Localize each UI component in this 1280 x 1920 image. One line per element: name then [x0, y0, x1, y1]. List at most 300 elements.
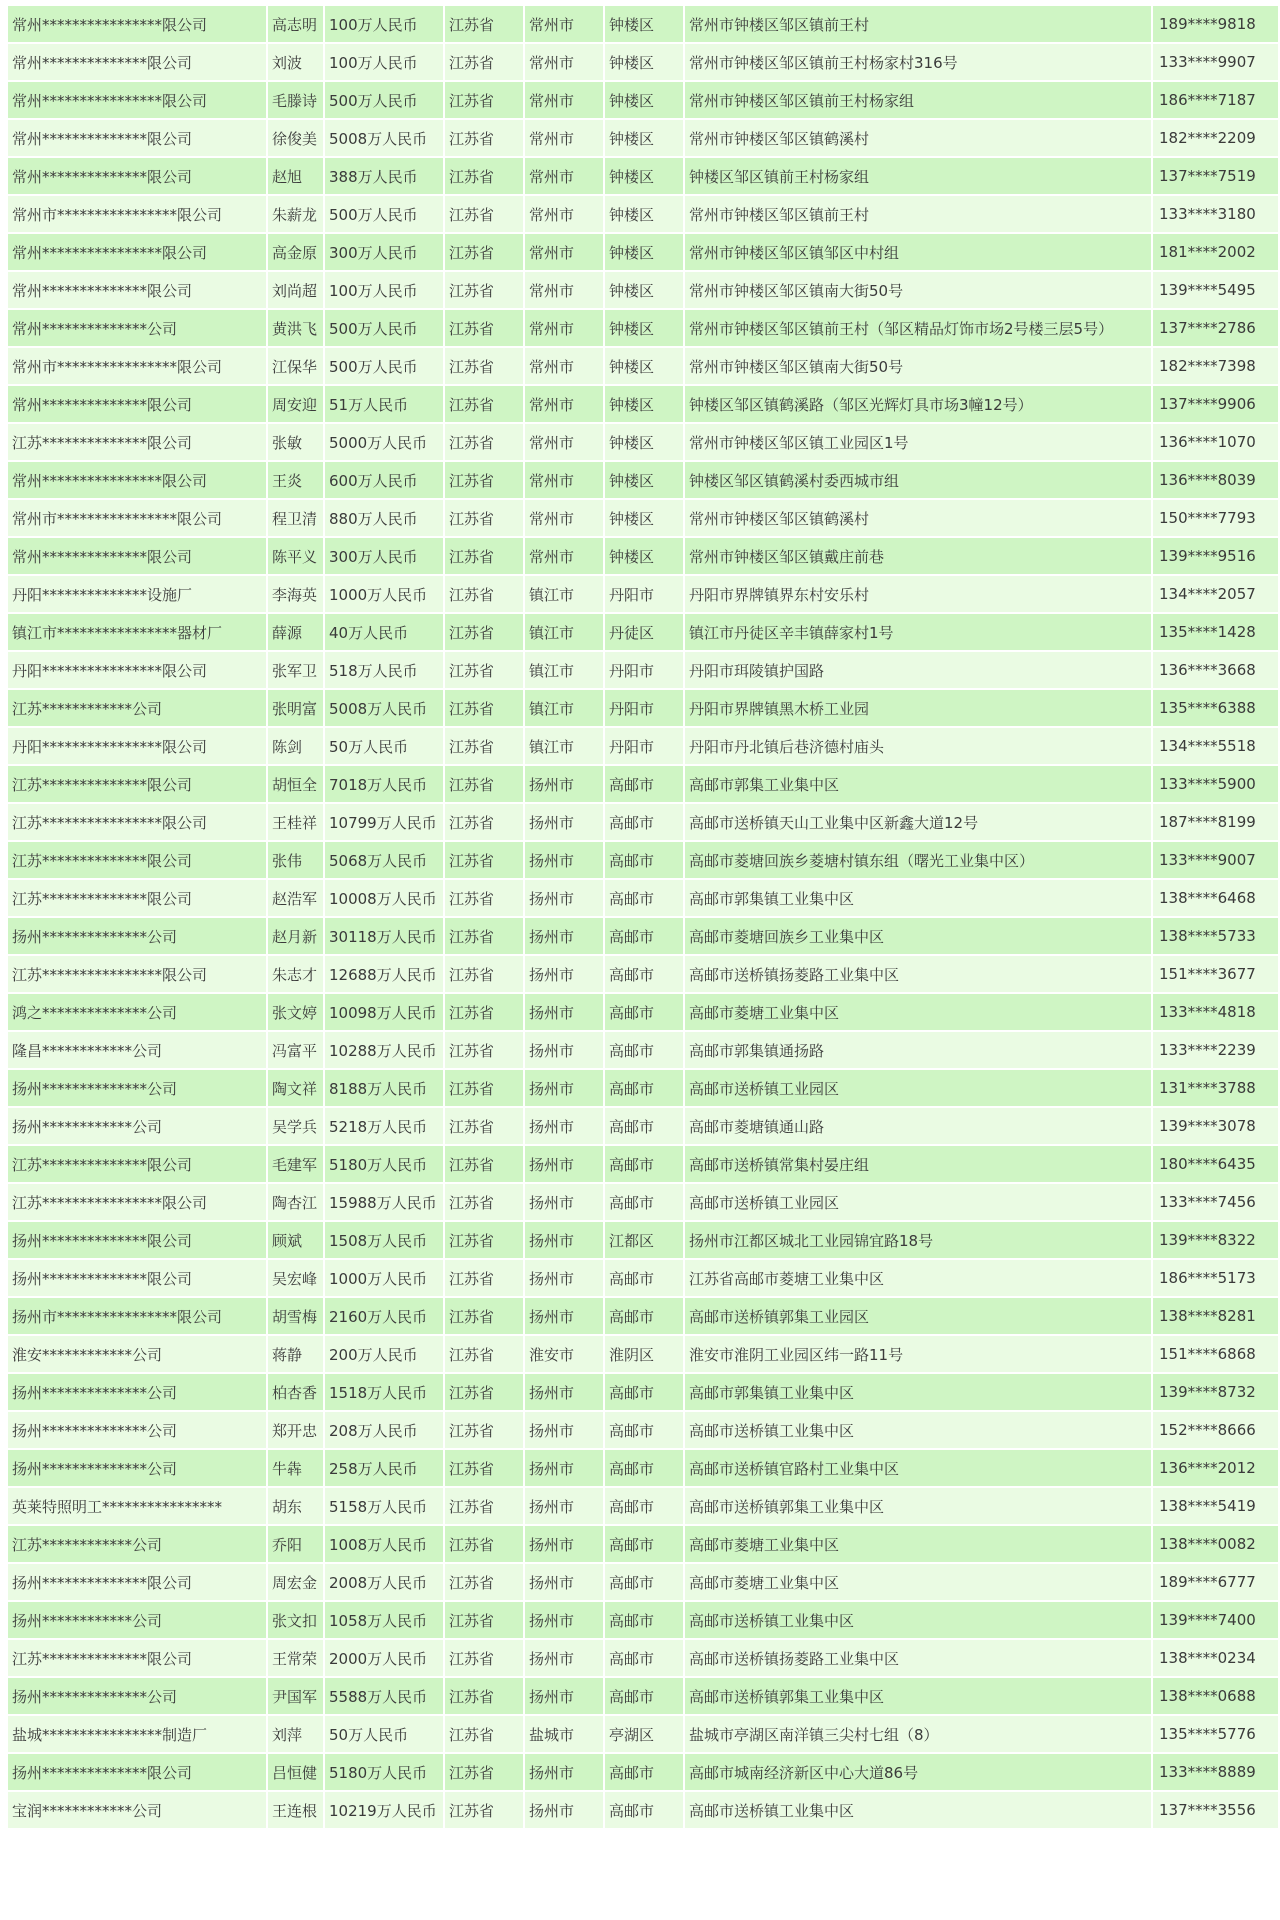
company-name-cell: 扬州**************公司: [8, 1450, 266, 1486]
city-cell: 扬州市: [525, 1070, 603, 1106]
address-cell: 高邮市菱塘工业集中区: [685, 1526, 1151, 1562]
province-cell: 江苏省: [445, 462, 523, 498]
registered-capital-cell: 5008万人民币: [325, 690, 443, 726]
legal-rep-cell: 王常荣: [268, 1640, 323, 1676]
registered-capital-cell: 2160万人民币: [325, 1298, 443, 1334]
registered-capital-cell: 15988万人民币: [325, 1184, 443, 1220]
registered-capital-cell: 500万人民币: [325, 196, 443, 232]
registered-capital-cell: 5008万人民币: [325, 120, 443, 156]
address-cell: 淮安市淮阴工业园区纬一路11号: [685, 1336, 1151, 1372]
district-cell: 钟楼区: [605, 44, 683, 80]
city-cell: 常州市: [525, 538, 603, 574]
province-cell: 江苏省: [445, 272, 523, 308]
address-cell: 扬州市江都区城北工业园锦宜路18号: [685, 1222, 1151, 1258]
city-cell: 常州市: [525, 196, 603, 232]
company-name-cell: 江苏****************限公司: [8, 804, 266, 840]
registered-capital-cell: 880万人民币: [325, 500, 443, 536]
province-cell: 江苏省: [445, 690, 523, 726]
city-cell: 扬州市: [525, 1640, 603, 1676]
city-cell: 扬州市: [525, 804, 603, 840]
province-cell: 江苏省: [445, 196, 523, 232]
registered-capital-cell: 2000万人民币: [325, 1640, 443, 1676]
address-cell: 常州市钟楼区邹区镇鹤溪村: [685, 120, 1151, 156]
address-cell: 常州市钟楼区邹区镇工业园区1号: [685, 424, 1151, 460]
phone-cell: 186****7187: [1153, 82, 1278, 118]
province-cell: 江苏省: [445, 158, 523, 194]
phone-cell: 187****8199: [1153, 804, 1278, 840]
company-name-cell: 扬州**************限公司: [8, 1564, 266, 1600]
phone-cell: 133****5900: [1153, 766, 1278, 802]
table-row: [8, 44, 1278, 80]
legal-rep-cell: 江保华: [268, 348, 323, 384]
registered-capital-cell: 200万人民币: [325, 1336, 443, 1372]
company-name-cell: 江苏**************限公司: [8, 842, 266, 878]
phone-cell: 131****3788: [1153, 1070, 1278, 1106]
legal-rep-cell: 陶文祥: [268, 1070, 323, 1106]
legal-rep-cell: 张伟: [268, 842, 323, 878]
district-cell: 高邮市: [605, 1678, 683, 1714]
city-cell: 扬州市: [525, 842, 603, 878]
registered-capital-cell: 10219万人民币: [325, 1792, 443, 1828]
legal-rep-cell: 赵旭: [268, 158, 323, 194]
phone-cell: 134****2057: [1153, 576, 1278, 612]
address-cell: 高邮市送桥镇官路村工业集中区: [685, 1450, 1151, 1486]
province-cell: 江苏省: [445, 1260, 523, 1296]
district-cell: 丹徒区: [605, 614, 683, 650]
phone-cell: 133****7456: [1153, 1184, 1278, 1220]
province-cell: 江苏省: [445, 880, 523, 916]
company-name-cell: 扬州**************限公司: [8, 1260, 266, 1296]
legal-rep-cell: 吴宏峰: [268, 1260, 323, 1296]
legal-rep-cell: 柏杏香: [268, 1374, 323, 1410]
company-name-cell: 扬州**************限公司: [8, 1222, 266, 1258]
address-cell: 丹阳市丹北镇后巷济德村庙头: [685, 728, 1151, 764]
district-cell: 丹阳市: [605, 690, 683, 726]
phone-cell: 189****9818: [1153, 6, 1278, 42]
legal-rep-cell: 刘波: [268, 44, 323, 80]
address-cell: 高邮市郭集镇工业集中区: [685, 1374, 1151, 1410]
address-cell: 高邮市送桥镇郭集工业集中区: [685, 1678, 1151, 1714]
legal-rep-cell: 高志明: [268, 6, 323, 42]
city-cell: 常州市: [525, 310, 603, 346]
address-cell: 丹阳市界牌镇界东村安乐村: [685, 576, 1151, 612]
province-cell: 江苏省: [445, 6, 523, 42]
district-cell: 高邮市: [605, 1260, 683, 1296]
legal-rep-cell: 吴学兵: [268, 1108, 323, 1144]
district-cell: 高邮市: [605, 1792, 683, 1828]
legal-rep-cell: 李海英: [268, 576, 323, 612]
province-cell: 江苏省: [445, 1450, 523, 1486]
table-row: [8, 690, 1278, 726]
company-name-cell: 常州**************公司: [8, 310, 266, 346]
registered-capital-cell: 7018万人民币: [325, 766, 443, 802]
city-cell: 扬州市: [525, 1564, 603, 1600]
district-cell: 亭湖区: [605, 1716, 683, 1752]
province-cell: 江苏省: [445, 576, 523, 612]
registered-capital-cell: 12688万人民币: [325, 956, 443, 992]
district-cell: 钟楼区: [605, 82, 683, 118]
address-cell: 钟楼区邹区镇鹤溪村委西城市组: [685, 462, 1151, 498]
legal-rep-cell: 黄洪飞: [268, 310, 323, 346]
address-cell: 高邮市菱塘回族乡菱塘村镇东组（曙光工业集中区）: [685, 842, 1151, 878]
table-row: [8, 956, 1278, 992]
table-row: [8, 538, 1278, 574]
company-name-cell: 江苏************公司: [8, 1526, 266, 1562]
province-cell: 江苏省: [445, 1146, 523, 1182]
legal-rep-cell: 毛滕诗: [268, 82, 323, 118]
registered-capital-cell: 518万人民币: [325, 652, 443, 688]
address-cell: 高邮市送桥镇天山工业集中区新鑫大道12号: [685, 804, 1151, 840]
province-cell: 江苏省: [445, 1488, 523, 1524]
district-cell: 钟楼区: [605, 120, 683, 156]
legal-rep-cell: 顾斌: [268, 1222, 323, 1258]
table-row: [8, 576, 1278, 612]
table-row: [8, 1336, 1278, 1372]
table-row: [8, 1450, 1278, 1486]
registered-capital-cell: 600万人民币: [325, 462, 443, 498]
registered-capital-cell: 5588万人民币: [325, 1678, 443, 1714]
table-row: [8, 804, 1278, 840]
company-name-cell: 常州**************限公司: [8, 386, 266, 422]
address-cell: 高邮市郭集工业集中区: [685, 766, 1151, 802]
registered-capital-cell: 300万人民币: [325, 538, 443, 574]
company-name-cell: 常州****************限公司: [8, 82, 266, 118]
table-row: [8, 1298, 1278, 1334]
legal-rep-cell: 朱薪龙: [268, 196, 323, 232]
city-cell: 扬州市: [525, 1754, 603, 1790]
company-name-cell: 常州**************限公司: [8, 272, 266, 308]
city-cell: 镇江市: [525, 614, 603, 650]
district-cell: 高邮市: [605, 1374, 683, 1410]
phone-cell: 150****7793: [1153, 500, 1278, 536]
district-cell: 丹阳市: [605, 728, 683, 764]
address-cell: 高邮市菱塘回族乡工业集中区: [685, 918, 1151, 954]
company-name-cell: 常州**************限公司: [8, 44, 266, 80]
phone-cell: 137****3556: [1153, 1792, 1278, 1828]
district-cell: 高邮市: [605, 1184, 683, 1220]
legal-rep-cell: 张敏: [268, 424, 323, 460]
phone-cell: 137****7519: [1153, 158, 1278, 194]
phone-cell: 138****5419: [1153, 1488, 1278, 1524]
city-cell: 镇江市: [525, 652, 603, 688]
registered-capital-cell: 5180万人民币: [325, 1754, 443, 1790]
legal-rep-cell: 程卫清: [268, 500, 323, 536]
table-row: [8, 348, 1278, 384]
address-cell: 常州市钟楼区邹区镇前王村杨家村316号: [685, 44, 1151, 80]
address-cell: 常州市钟楼区邹区镇戴庄前巷: [685, 538, 1151, 574]
table-row: [8, 880, 1278, 916]
company-name-cell: 扬州**************公司: [8, 1412, 266, 1448]
district-cell: 丹阳市: [605, 576, 683, 612]
province-cell: 江苏省: [445, 1526, 523, 1562]
legal-rep-cell: 朱志才: [268, 956, 323, 992]
city-cell: 扬州市: [525, 1184, 603, 1220]
registered-capital-cell: 1058万人民币: [325, 1602, 443, 1638]
phone-cell: 139****3078: [1153, 1108, 1278, 1144]
legal-rep-cell: 赵浩军: [268, 880, 323, 916]
registered-capital-cell: 2008万人民币: [325, 1564, 443, 1600]
table-row: [8, 272, 1278, 308]
company-name-cell: 江苏****************限公司: [8, 956, 266, 992]
province-cell: 江苏省: [445, 1754, 523, 1790]
address-cell: 盐城市亭湖区南洋镇三尖村七组（8）: [685, 1716, 1151, 1752]
district-cell: 钟楼区: [605, 272, 683, 308]
province-cell: 江苏省: [445, 1716, 523, 1752]
phone-cell: 135****1428: [1153, 614, 1278, 650]
registered-capital-cell: 100万人民币: [325, 272, 443, 308]
table-row: [8, 196, 1278, 232]
district-cell: 钟楼区: [605, 196, 683, 232]
phone-cell: 151****3677: [1153, 956, 1278, 992]
province-cell: 江苏省: [445, 1678, 523, 1714]
legal-rep-cell: 冯富平: [268, 1032, 323, 1068]
address-cell: 高邮市送桥镇工业集中区: [685, 1602, 1151, 1638]
company-name-cell: 江苏**************限公司: [8, 1640, 266, 1676]
address-cell: 高邮市送桥镇扬菱路工业集中区: [685, 956, 1151, 992]
registered-capital-cell: 1008万人民币: [325, 1526, 443, 1562]
legal-rep-cell: 赵月新: [268, 918, 323, 954]
province-cell: 江苏省: [445, 1222, 523, 1258]
legal-rep-cell: 胡恒全: [268, 766, 323, 802]
district-cell: 钟楼区: [605, 500, 683, 536]
district-cell: 高邮市: [605, 1564, 683, 1600]
company-table: [6, 4, 1280, 1830]
registered-capital-cell: 10288万人民币: [325, 1032, 443, 1068]
table-row: [8, 500, 1278, 536]
district-cell: 钟楼区: [605, 6, 683, 42]
district-cell: 钟楼区: [605, 310, 683, 346]
address-cell: 高邮市菱塘镇通山路: [685, 1108, 1151, 1144]
city-cell: 常州市: [525, 44, 603, 80]
city-cell: 扬州市: [525, 1602, 603, 1638]
legal-rep-cell: 胡东: [268, 1488, 323, 1524]
province-cell: 江苏省: [445, 956, 523, 992]
table-row: [8, 1184, 1278, 1220]
phone-cell: 138****0234: [1153, 1640, 1278, 1676]
address-cell: 常州市钟楼区邹区镇前王村（邹区精品灯饰市场2号楼三层5号）: [685, 310, 1151, 346]
city-cell: 扬州市: [525, 1298, 603, 1334]
table-row: [8, 1754, 1278, 1790]
city-cell: 常州市: [525, 158, 603, 194]
table-row: [8, 386, 1278, 422]
company-name-cell: 镇江市****************器材厂: [8, 614, 266, 650]
address-cell: 高邮市送桥镇工业集中区: [685, 1412, 1151, 1448]
province-cell: 江苏省: [445, 1640, 523, 1676]
registered-capital-cell: 5180万人民币: [325, 1146, 443, 1182]
table-row: [8, 766, 1278, 802]
address-cell: 钟楼区邹区镇前王村杨家组: [685, 158, 1151, 194]
company-name-cell: 扬州**************公司: [8, 1070, 266, 1106]
registered-capital-cell: 50万人民币: [325, 728, 443, 764]
phone-cell: 186****5173: [1153, 1260, 1278, 1296]
phone-cell: 182****2209: [1153, 120, 1278, 156]
table-row: [8, 1564, 1278, 1600]
district-cell: 钟楼区: [605, 348, 683, 384]
table-row: [8, 728, 1278, 764]
table-row: [8, 652, 1278, 688]
district-cell: 高邮市: [605, 1298, 683, 1334]
legal-rep-cell: 徐俊美: [268, 120, 323, 156]
company-name-cell: 扬州************公司: [8, 1602, 266, 1638]
registered-capital-cell: 500万人民币: [325, 82, 443, 118]
legal-rep-cell: 吕恒健: [268, 1754, 323, 1790]
legal-rep-cell: 张明富: [268, 690, 323, 726]
registered-capital-cell: 1508万人民币: [325, 1222, 443, 1258]
registered-capital-cell: 5000万人民币: [325, 424, 443, 460]
table-row: [8, 158, 1278, 194]
province-cell: 江苏省: [445, 614, 523, 650]
province-cell: 江苏省: [445, 500, 523, 536]
province-cell: 江苏省: [445, 120, 523, 156]
district-cell: 高邮市: [605, 1108, 683, 1144]
province-cell: 江苏省: [445, 1336, 523, 1372]
phone-cell: 139****8322: [1153, 1222, 1278, 1258]
registered-capital-cell: 40万人民币: [325, 614, 443, 650]
phone-cell: 189****6777: [1153, 1564, 1278, 1600]
legal-rep-cell: 刘尚超: [268, 272, 323, 308]
district-cell: 高邮市: [605, 1032, 683, 1068]
company-name-cell: 常州市****************限公司: [8, 348, 266, 384]
address-cell: 高邮市送桥镇工业园区: [685, 1184, 1151, 1220]
company-name-cell: 常州市****************限公司: [8, 500, 266, 536]
company-name-cell: 扬州**************公司: [8, 1374, 266, 1410]
phone-cell: 152****8666: [1153, 1412, 1278, 1448]
city-cell: 扬州市: [525, 1260, 603, 1296]
city-cell: 常州市: [525, 424, 603, 460]
district-cell: 钟楼区: [605, 234, 683, 270]
registered-capital-cell: 10008万人民币: [325, 880, 443, 916]
registered-capital-cell: 500万人民币: [325, 310, 443, 346]
phone-cell: 136****1070: [1153, 424, 1278, 460]
province-cell: 江苏省: [445, 1298, 523, 1334]
district-cell: 高邮市: [605, 918, 683, 954]
province-cell: 江苏省: [445, 424, 523, 460]
legal-rep-cell: 王连根: [268, 1792, 323, 1828]
registered-capital-cell: 1518万人民币: [325, 1374, 443, 1410]
table-row: [8, 1032, 1278, 1068]
phone-cell: 182****7398: [1153, 348, 1278, 384]
company-name-cell: 宝润************公司: [8, 1792, 266, 1828]
table-row: [8, 1108, 1278, 1144]
company-name-cell: 江苏**************限公司: [8, 1146, 266, 1182]
province-cell: 江苏省: [445, 1374, 523, 1410]
table-row: [8, 424, 1278, 460]
legal-rep-cell: 郑开忠: [268, 1412, 323, 1448]
company-name-cell: 扬州市****************限公司: [8, 1298, 266, 1334]
company-name-cell: 江苏************公司: [8, 690, 266, 726]
address-cell: 高邮市菱塘工业集中区: [685, 1564, 1151, 1600]
address-cell: 常州市钟楼区邹区镇鹤溪村: [685, 500, 1151, 536]
table-row: [8, 82, 1278, 118]
address-cell: 高邮市送桥镇郭集工业集中区: [685, 1488, 1151, 1524]
table-row: [8, 1374, 1278, 1410]
registered-capital-cell: 1000万人民币: [325, 1260, 443, 1296]
legal-rep-cell: 薛源: [268, 614, 323, 650]
registered-capital-cell: 208万人民币: [325, 1412, 443, 1448]
company-name-cell: 扬州**************公司: [8, 918, 266, 954]
company-name-cell: 常州****************限公司: [8, 6, 266, 42]
registered-capital-cell: 30118万人民币: [325, 918, 443, 954]
city-cell: 扬州市: [525, 1412, 603, 1448]
address-cell: 丹阳市界牌镇黑木桥工业园: [685, 690, 1151, 726]
address-cell: 高邮市送桥镇郭集工业园区: [685, 1298, 1151, 1334]
address-cell: 丹阳市珥陵镇护国路: [685, 652, 1151, 688]
company-name-cell: 扬州************公司: [8, 1108, 266, 1144]
registered-capital-cell: 500万人民币: [325, 348, 443, 384]
registered-capital-cell: 51万人民币: [325, 386, 443, 422]
legal-rep-cell: 刘萍: [268, 1716, 323, 1752]
address-cell: 高邮市送桥镇工业集中区: [685, 1792, 1151, 1828]
city-cell: 扬州市: [525, 1374, 603, 1410]
city-cell: 常州市: [525, 234, 603, 270]
district-cell: 高邮市: [605, 804, 683, 840]
legal-rep-cell: 陈平义: [268, 538, 323, 574]
phone-cell: 137****2786: [1153, 310, 1278, 346]
address-cell: 常州市钟楼区邹区镇前王村: [685, 6, 1151, 42]
phone-cell: 133****2239: [1153, 1032, 1278, 1068]
company-name-cell: 江苏****************限公司: [8, 1184, 266, 1220]
address-cell: 高邮市送桥镇常集村晏庄组: [685, 1146, 1151, 1182]
address-cell: 镇江市丹徒区辛丰镇薛家村1号: [685, 614, 1151, 650]
province-cell: 江苏省: [445, 234, 523, 270]
address-cell: 常州市钟楼区邹区镇南大街50号: [685, 348, 1151, 384]
province-cell: 江苏省: [445, 538, 523, 574]
phone-cell: 133****9907: [1153, 44, 1278, 80]
company-name-cell: 淮安************公司: [8, 1336, 266, 1372]
address-cell: 高邮市郭集镇通扬路: [685, 1032, 1151, 1068]
registered-capital-cell: 300万人民币: [325, 234, 443, 270]
district-cell: 高邮市: [605, 766, 683, 802]
company-name-cell: 英莱特照明工****************: [8, 1488, 266, 1524]
company-name-cell: 鸿之**************公司: [8, 994, 266, 1030]
legal-rep-cell: 毛建军: [268, 1146, 323, 1182]
district-cell: 高邮市: [605, 1526, 683, 1562]
district-cell: 钟楼区: [605, 538, 683, 574]
phone-cell: 181****2002: [1153, 234, 1278, 270]
city-cell: 常州市: [525, 348, 603, 384]
phone-cell: 136****8039: [1153, 462, 1278, 498]
table-row: [8, 1792, 1278, 1828]
phone-cell: 137****9906: [1153, 386, 1278, 422]
registered-capital-cell: 258万人民币: [325, 1450, 443, 1486]
phone-cell: 136****2012: [1153, 1450, 1278, 1486]
address-cell: 常州市钟楼区邹区镇南大街50号: [685, 272, 1151, 308]
registered-capital-cell: 1000万人民币: [325, 576, 443, 612]
province-cell: 江苏省: [445, 82, 523, 118]
registered-capital-cell: 5068万人民币: [325, 842, 443, 878]
phone-cell: 138****0688: [1153, 1678, 1278, 1714]
address-cell: 常州市钟楼区邹区镇邹区中村组: [685, 234, 1151, 270]
table-row: [8, 234, 1278, 270]
company-name-cell: 扬州**************限公司: [8, 1754, 266, 1790]
table-row: [8, 1602, 1278, 1638]
city-cell: 常州市: [525, 272, 603, 308]
province-cell: 江苏省: [445, 1412, 523, 1448]
registered-capital-cell: 5218万人民币: [325, 1108, 443, 1144]
phone-cell: 138****0082: [1153, 1526, 1278, 1562]
city-cell: 扬州市: [525, 1792, 603, 1828]
table-body: [8, 6, 1278, 1828]
address-cell: 高邮市郭集镇工业集中区: [685, 880, 1151, 916]
company-name-cell: 常州****************限公司: [8, 234, 266, 270]
legal-rep-cell: 蒋静: [268, 1336, 323, 1372]
city-cell: 扬州市: [525, 1678, 603, 1714]
table-row: [8, 120, 1278, 156]
table-row: [8, 1070, 1278, 1106]
table-row: [8, 1146, 1278, 1182]
province-cell: 江苏省: [445, 348, 523, 384]
city-cell: 镇江市: [525, 690, 603, 726]
